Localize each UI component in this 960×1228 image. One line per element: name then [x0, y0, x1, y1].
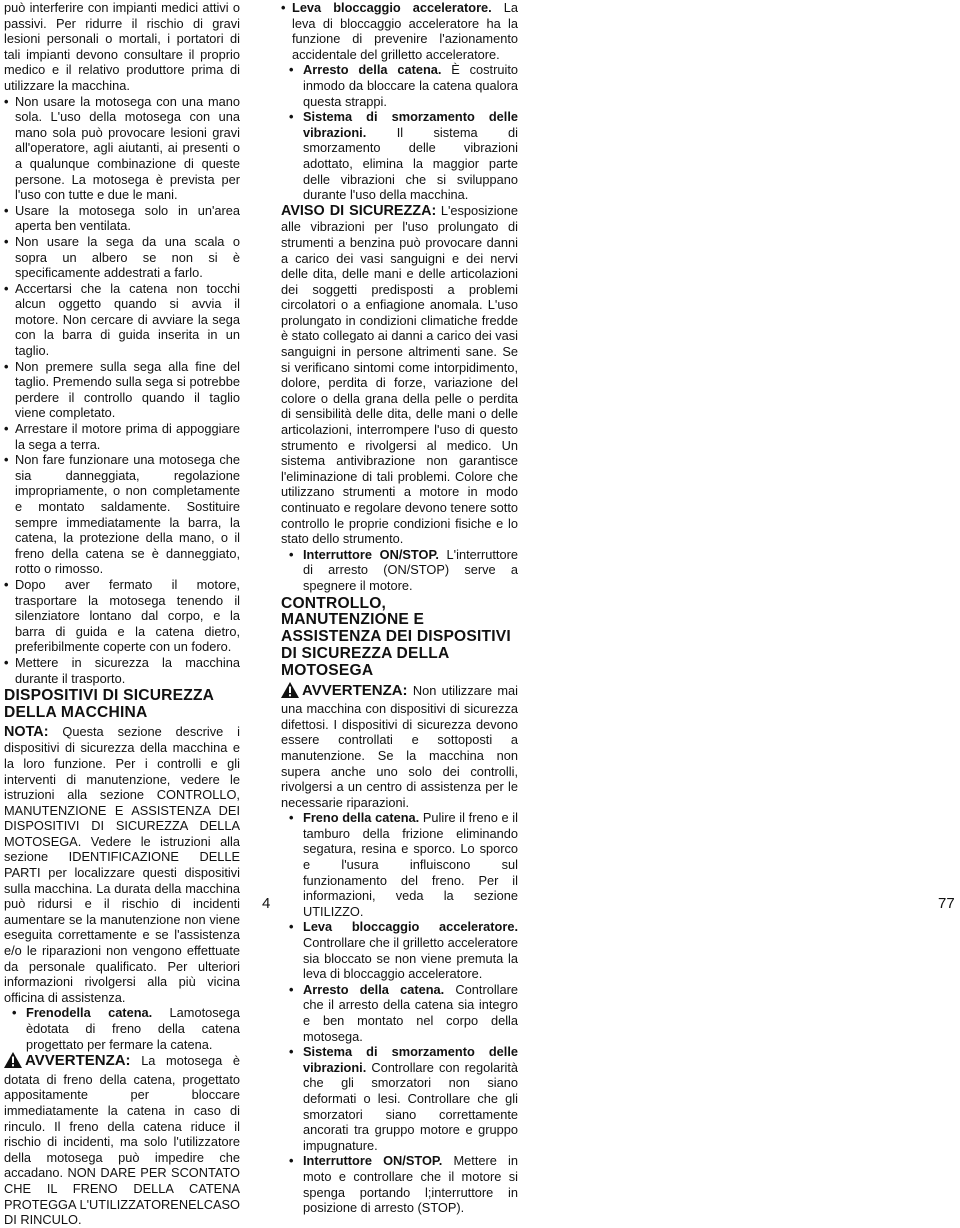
- item-label: Sistema di smorzamento delle vibrazioni.: [303, 1044, 518, 1075]
- bullet-item: • Dopo aver fermato il motore, trasportare la motosega tenendo il silenziatore lontano dal corpo, e la barra di guida e la catena dietro, preferibilmente coperte con un fodero.: [4, 577, 240, 655]
- section-heading: DISPOSITIVI DI SICUREZZA DELLA MACCHINA: [4, 687, 214, 721]
- list-item: [281, 1153, 518, 1215]
- page-number-left: 4: [262, 895, 271, 912]
- safety-bullet-list: [4, 94, 240, 687]
- item-text: Il sistema di smorzamento delle vibrazioni adottato, elimina la maggior parte delle vibrazioni che si sviluppano durante l'uso della macchina.: [303, 124, 518, 203]
- warning-paragraph: [281, 682, 518, 811]
- item-label: Arresto della catena.: [303, 981, 445, 997]
- item-text: È costruito inmodo da bloccare la catena qualora questa strappi.: [303, 62, 518, 109]
- bullet-item: • Non usare la motosega con una mano sola. L'uso della motosega con una mano sola può provocare lesioni gravi all'operatore, agli aiutanti, ai presenti o a qualunque combinazione di queste persone. La motosega è prevista per l'uso con tutte e due le mani.: [4, 94, 240, 203]
- list-item: [281, 1044, 518, 1153]
- item-label: Interruttore ON/STOP.: [303, 1153, 443, 1169]
- warning-icon: [4, 1052, 22, 1072]
- item-label: Arresto della catena.: [303, 62, 442, 78]
- item-text: Controllare che il grilletto acceleratore sia bloccato se non viene premuta la leva di bloccaggio acceleratore.: [303, 935, 518, 982]
- list-item: [281, 982, 518, 1044]
- item-label: Leva bloccaggio acceleratore.: [292, 0, 492, 15]
- bullet-item: • Accertarsi che la catena non tocchi alcun oggetto quando si avvia il motore. Non cercare di avviare la sega con la barra di guida inserita in un taglio.: [4, 281, 240, 359]
- list-item: [281, 547, 518, 594]
- list-item: [281, 0, 518, 62]
- device-list: [281, 547, 518, 594]
- list-item: [281, 919, 518, 981]
- warning-text: La motosega è dotata di freno della catena, progettato appositamente per bloccare immediatamente la catena in caso di rinculo. Il freno della catena riduce il rischio di incidenti, ma solo l'utilizzatore della motosega può impedire che accadano. NON DARE PER SCONTATO CHE IL FRENO DELLA CATENA PROTEGGA L'UTILIZZATORENELCASO DI RINCULO.: [4, 1053, 240, 1228]
- item-label: Frenodella catena.: [26, 1005, 153, 1021]
- nota-label: NOTA:: [4, 723, 49, 740]
- item-text: Mettere in moto e controllare che il motore si spenga portando l;interruttore in posizione di arresto (STOP).: [303, 1153, 518, 1216]
- warning-label: AVVERTENZA:: [302, 681, 408, 699]
- list-item: [4, 1005, 240, 1052]
- item-text: L'interruttore di arresto (ON/STOP) serve a spegnere il motore.: [303, 546, 518, 593]
- bullet-item: • Non usare la sega da una scala o sopra un albero se non si è specificamente addestrati a farlo.: [4, 234, 240, 281]
- item-label: Freno della catena.: [303, 810, 420, 826]
- right-column: [281, 0, 518, 1216]
- list-item: [281, 109, 518, 203]
- item-text: Controllare con regolarità che gli smorzatori non siano deformati o lesi. Controllare che gli smorzatori siano correttamente ancorati tra gruppo motore e gruppo impugnature.: [303, 1059, 518, 1153]
- bullet-item: • Mettere in sicurezza la macchina durante il trasporto.: [4, 655, 240, 686]
- item-label: Interruttore ON/STOP.: [303, 546, 439, 562]
- device-list: [4, 1005, 240, 1052]
- item-text: Lamotosega èdotata di freno della catena progettato per fermare la catena.: [26, 1005, 240, 1052]
- warning-label: AVVERTENZA:: [25, 1052, 131, 1070]
- item-text: Controllare che il arresto della catena sia integro e ben montato nel corpo della motosega.: [303, 981, 519, 1044]
- nota-paragraph: [4, 724, 240, 1006]
- item-text: Pulire il freno e il tamburo della frizione eliminando segatura, resina e sporco. Lo sporco e l'usura influiscono sul funzionamento del freno. Per il informazioni, veda la sezione UTILIZZO.: [303, 810, 518, 919]
- page-number-right: 77: [938, 895, 955, 912]
- warning-paragraph: [4, 1052, 240, 1228]
- nota-text: Questa sezione descrive i dispositivi di sicurezza della macchina e la loro funzione. Per i controlli e gli interventi di manutenzione, vedere le istruzioni alla sezione CONTROLLO, MANUTENZIONE E ASSISTENZA DEI DISPOSITIVI DI SICUREZZA DELLA MOTOSEGA. Vedere le istruzioni alla sezione IDENTIFICAZIONE DELLE PARTI per localizzare questi dispositivi sulla macchina. La durata della macchina può ridursi e il rischio di incidenti aumentare se la manutenzione non viene eseguita correttamente e se l'assistenza e/o le riparazioni non vengono effettuate da personale qualificato. Per ulteriori informazioni rivolgersi alla più vicina officina di assistenza.: [4, 723, 240, 1005]
- bullet-item: • Usare la motosega solo in un'area aperta ben ventilata.: [4, 203, 240, 234]
- item-text: La leva di bloccaggio acceleratore ha la funzione di prevenire l'azionamento accidentale del grilletto acceleratore.: [292, 0, 518, 62]
- item-label: Leva bloccaggio acceleratore.: [303, 919, 518, 935]
- avviso-paragraph: [281, 203, 518, 547]
- bullet-item: • Arrestare il motore prima di appoggiare la sega a terra.: [4, 421, 240, 452]
- list-item: [281, 62, 518, 109]
- item-label: Sistema di smorzamento delle vibrazioni.: [303, 109, 518, 140]
- check-list: [281, 810, 518, 1215]
- intro-paragraph: può interferire con impianti medici attivi o passivi. Per ridurre il rischio di gravi lesioni personali o mortali, i portatori di tali impianti devono consultare il proprio medico e il relativo produttore prima di utilizzare la macchina.: [4, 0, 240, 93]
- left-column: [4, 0, 240, 1228]
- avviso-text: L'esposizione alle vibrazioni per l'uso prolungato di strumenti a benzina può provocare danni a carico dei vasi sanguigni e dei nervi delle dita, delle mani e delle articolazioni dei soggetti predisposti a problemi circolatori o a enfiagione anomala. L'uso prolungato in condizioni climatiche fredde è stato collegato ai danni a carico dei vasi sanguigni in persone altrimenti sane. Se si verificano sintomi come intorpidimento, dolore, perdita di forze, variazione del colore o della grana della pelle o perdita di sensibilità delle dita, delle mani o delle articolazioni, interrompere l'uso di questo strumento e rivolgersi al medico. Un sistema antivibrazione non garantisce l'eliminazione di tali problemi. Colore che utilizzano strumenti a motore in modo continuato e regolare devono tenere sotto controllo le proprie condizioni fisiche e lo stato dello strumento.: [281, 202, 518, 547]
- warning-icon: [281, 682, 299, 702]
- avviso-label: AVISO DI SICUREZZA:: [281, 202, 437, 219]
- bullet-item: • Non premere sulla sega alla fine del taglio. Premendo sulla sega si potrebbe perdere il controllo quando il taglio viene completato.: [4, 359, 240, 421]
- warning-text: Non utilizzare mai una macchina con dispositivi di sicurezza difettosi. I dispositivi di sicurezza devono essere controllati e sottoposti a manutenzione. Se la macchina non supera anche uno solo dei controlli, rivolgersi a un centro di assistenza per le necessarie riparazioni.: [281, 682, 518, 810]
- device-list: [281, 0, 518, 203]
- list-item: [281, 810, 518, 919]
- bullet-item: • Non fare funzionare una motosega che sia danneggiata, regolazione impropriamente, o non completamente e montato saldamente. Sostituire sempre immediatamente la barra, la catena, la protezione della mano, o il freno della catena se è danneggiato, rotto o rimosso.: [4, 452, 240, 577]
- section-heading: CONTROLLO, MANUTENZIONE E ASSISTENZA DEI DISPOSITIVI DI SICUREZZA DELLA MOTOSEGA: [281, 594, 511, 679]
